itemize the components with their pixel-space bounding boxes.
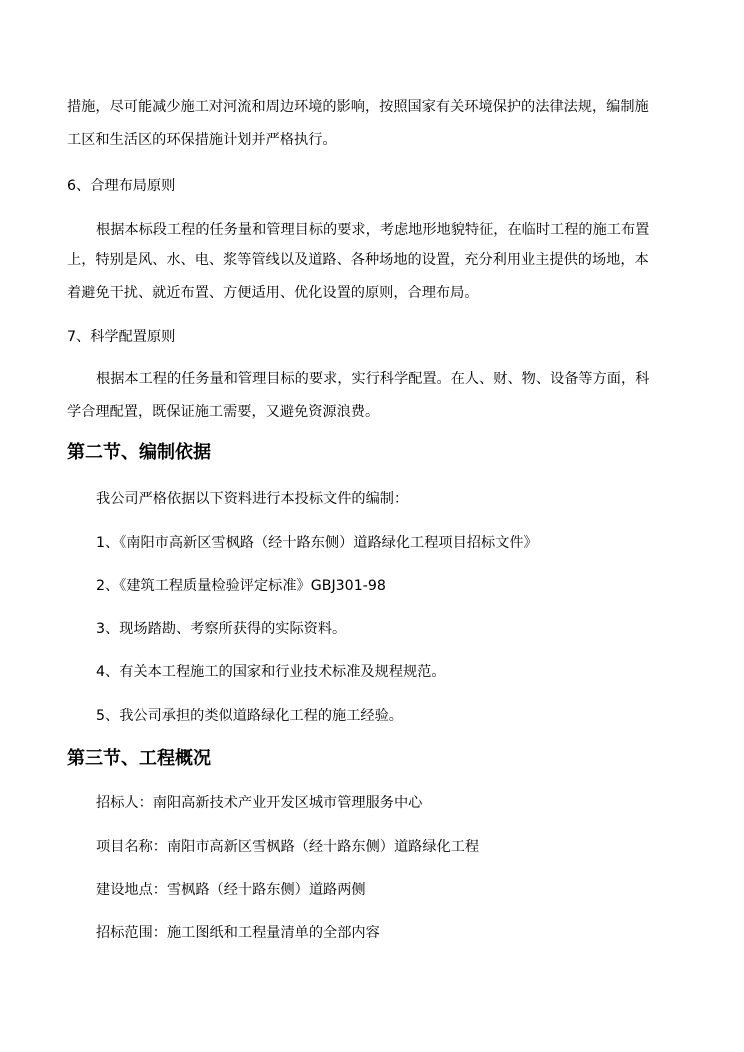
paragraph-line: 工区和生活区的环保措施计划并严格执行。 <box>67 132 337 148</box>
paragraph-line: 学合理配置，既保证施工需要，又避免资源浪费。 <box>67 404 380 420</box>
list-item: 2、《建筑工程质量检验评定标准》GBJ301-98 <box>96 578 386 594</box>
principle-6-title: 6、合理布局原则 <box>67 178 176 194</box>
list-item: 3、现场踏勘、考察所获得的实际资料。 <box>96 621 347 637</box>
list-item: 5、我公司承担的类似道路绿化工程的施工经验。 <box>96 708 403 724</box>
section-2-intro: 我公司严格依据以下资料进行本投标文件的编制： <box>96 491 409 507</box>
list-item: 项目名称：南阳市高新区雪枫路（经十路东侧）道路绿化工程 <box>96 839 480 855</box>
paragraph-line: 根据本标段工程的任务量和管理目标的要求，考虑地形地貌特征，在临时工程的施工布置 <box>96 222 650 238</box>
list-item: 4、有关本工程施工的国家和行业技术标准及规程规范。 <box>96 664 446 680</box>
paragraph-line: 上，特别是风、水、电、浆等管线以及道路、各种场地的设置，充分利用业主提供的场地，本 <box>67 252 649 268</box>
section-3-heading: 第三节、工程概况 <box>67 748 211 769</box>
principle-7-title: 7、科学配置原则 <box>67 329 176 345</box>
paragraph-line: 措施，尽可能减少施工对河流和周边环境的影响，按照国家有关环境保护的法律法规，编制施 <box>67 99 649 115</box>
paragraph-line: 根据本工程的任务量和管理目标的要求，实行科学配置。在人、财、物、设备等方面，科 <box>96 371 650 387</box>
list-item: 招标人：南阳高新技术产业开发区城市管理服务中心 <box>96 795 423 811</box>
list-item: 建设地点：雪枫路（经十路东侧）道路两侧 <box>96 882 366 898</box>
paragraph-line: 着避免干扰、就近布置、方便适用、优化设置的原则，合理布局。 <box>67 285 479 301</box>
list-item: 招标范围：施工图纸和工程量清单的全部内容 <box>96 925 380 941</box>
section-2-heading: 第二节、编制依据 <box>67 442 211 463</box>
list-item: 1、《南阳市高新区雪枫路（经十路东侧）道路绿化工程项目招标文件》 <box>96 535 538 551</box>
